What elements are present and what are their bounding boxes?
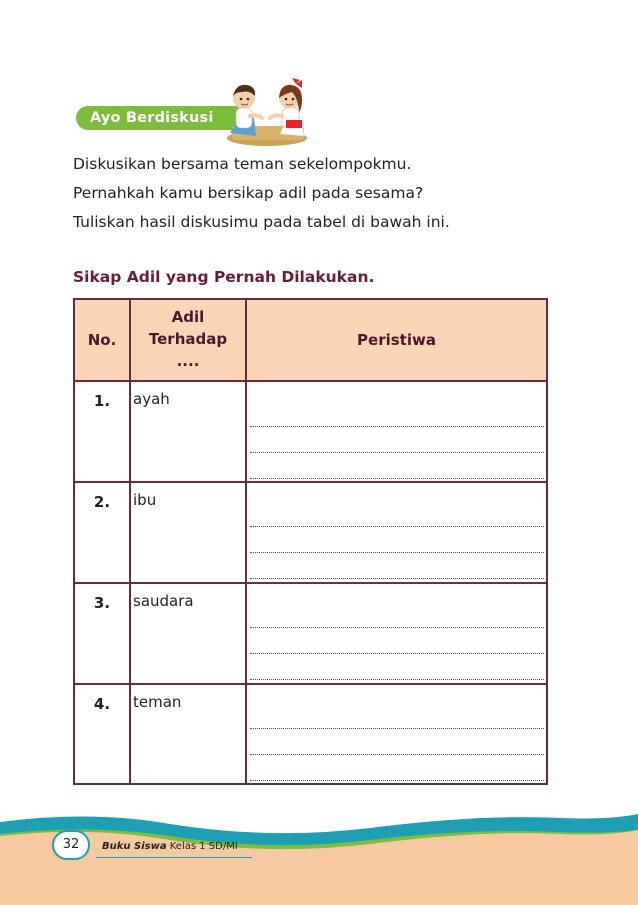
row-number: 4. [93, 695, 111, 713]
book-title: Buku Siswa [102, 841, 167, 852]
row-adil: ibu [133, 491, 157, 509]
answer-line[interactable] [250, 526, 544, 527]
intro-text [73, 150, 450, 237]
intro-line-3: Tuliskan hasil diskusimu pada tabel di bawah ini. [73, 213, 450, 231]
answer-line[interactable] [250, 653, 544, 654]
answer-line[interactable] [250, 478, 544, 479]
table-row [75, 483, 546, 584]
header-no: No. [87, 331, 117, 349]
footer-divider [96, 857, 252, 858]
row-adil: teman [133, 693, 182, 711]
page-number: 32 [52, 830, 90, 860]
intro-line-1: Diskusikan bersama teman sekelompokmu. [73, 155, 412, 173]
table-row [75, 685, 546, 786]
header-adil-terhadap [131, 306, 245, 372]
book-subtitle: Kelas 1 SD/MI [169, 841, 238, 852]
row-number: 3. [93, 594, 111, 612]
answer-line[interactable] [250, 578, 544, 579]
row-adil: saudara [133, 592, 194, 610]
table-row [75, 382, 546, 483]
answer-line[interactable] [250, 452, 544, 453]
answer-line[interactable] [250, 426, 544, 427]
answer-line[interactable] [250, 728, 544, 729]
answer-line[interactable] [250, 627, 544, 628]
row-number: 2. [93, 493, 111, 511]
table-title: Sikap Adil yang Pernah Dilakukan. [73, 268, 375, 286]
answer-line[interactable] [250, 780, 544, 781]
two-children-discussing-icon [222, 78, 312, 148]
table-row [75, 584, 546, 685]
table-header [75, 300, 546, 382]
header-adil-line-3: .... [176, 352, 200, 370]
header-adil-line-2: Terhadap [148, 330, 228, 348]
intro-line-2: Pernahkah kamu bersikap adil pada sesama? [73, 184, 424, 202]
discussion-badge: Ayo Berdiskusi [76, 106, 251, 130]
answer-line[interactable] [250, 552, 544, 553]
header-peristiwa: Peristiwa [357, 331, 436, 349]
answer-line[interactable] [250, 754, 544, 755]
fairness-table [73, 298, 548, 785]
row-adil: ayah [133, 390, 170, 408]
row-number: 1. [93, 392, 111, 410]
discussion-header [72, 78, 312, 148]
book-label [102, 841, 238, 852]
header-adil-line-1: Adil [171, 308, 205, 326]
answer-line[interactable] [250, 679, 544, 680]
